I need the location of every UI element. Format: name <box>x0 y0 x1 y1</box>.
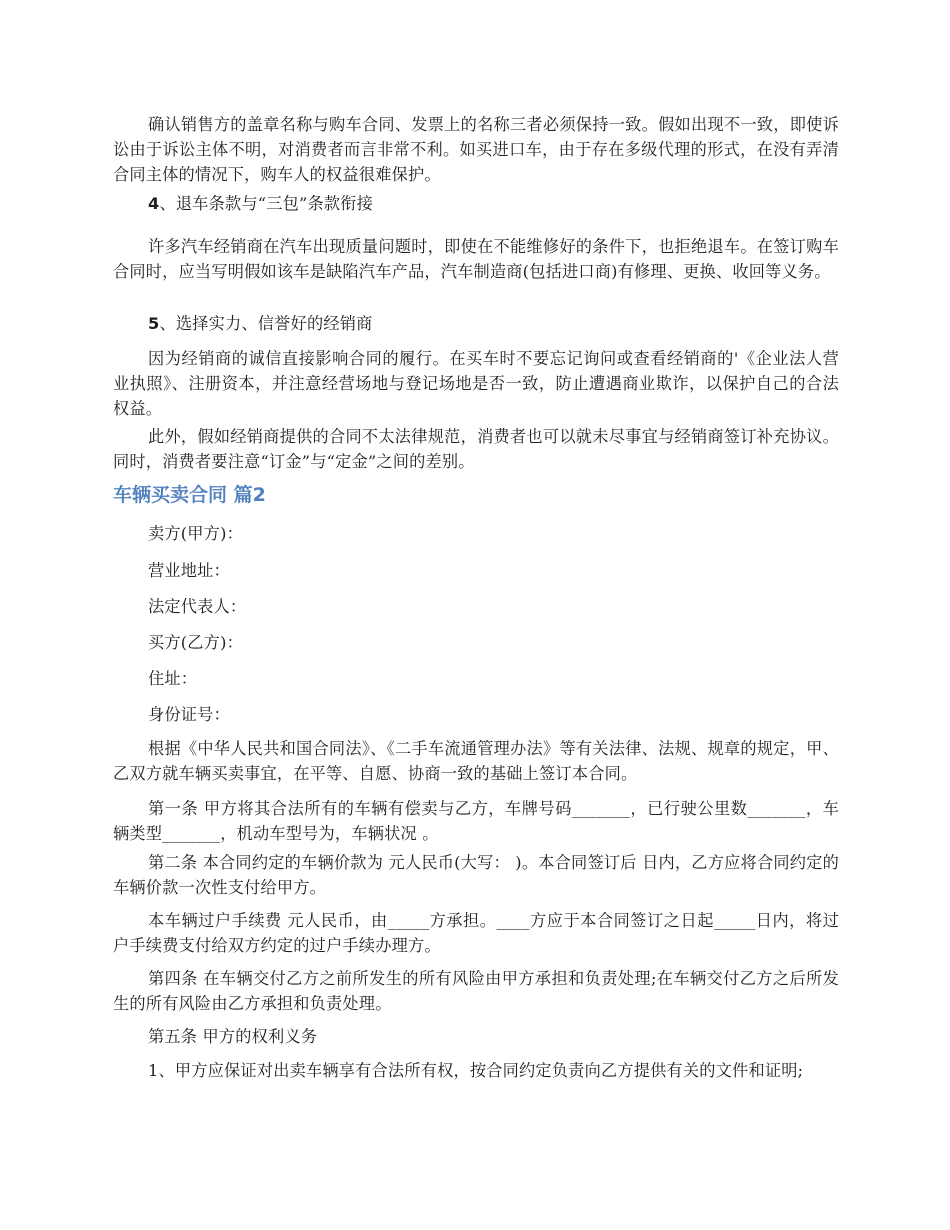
contract-preamble: 根据《中华人民共和国合同法》、《二手车流通管理办法》等有关法律、法规、规章的规定，甲、乙双方就车辆买卖事宜，在平等、自愿、协商一致的基础上签订本合同。 <box>113 739 839 783</box>
paragraph-seal-consistency: 确认销售方的盖章名称与购车合同、发票上的名称三者必须保持一致。假如出现不一致，即使诉讼由于诉讼主体不明，对消费者而言非常不利。如买进口车，由于存在多级代理的形式，在没有弄清合同主体的情况下，购车人的权益很难保护。 <box>113 115 839 184</box>
buyer-field: 买方(乙方)： <box>148 633 243 652</box>
article-5-item-1: 1、甲方应保证对出卖车辆享有合法所有权，按合同约定负责向乙方提供有关的文件和证明; <box>148 1061 804 1080</box>
article-5-title: 第五条 甲方的权利义务 <box>148 1027 318 1046</box>
paragraph-supplementary-agreement: 此外，假如经销商提供的合同不太法律规范，消费者也可以就未尽事宜与经销商签订补充协议。同时，消费者要注意“订金”与“定金”之间的差别。 <box>113 427 839 471</box>
article-1: 第一条 甲方将其合法所有的车辆有偿卖与乙方，车牌号码_______，已行驶公里数_______，车辆类型_______，机动车型号为，车辆状况 。 <box>113 799 839 843</box>
list-item-4-text: 、退车条款与“三包”条款衔接 <box>159 194 374 213</box>
transfer-fee-clause: 本车辆过户手续费 元人民币，由_____方承担。____方应于本合同签订之日起_____日内，将过户手续费支付给双方约定的过户手续办理方。 <box>113 911 839 955</box>
section-heading: 车辆买卖合同 篇2 <box>113 484 266 506</box>
business-address-field: 营业地址： <box>148 561 230 580</box>
list-item-5-text: 、选择实力、信誉好的经销商 <box>159 314 373 333</box>
paragraph-return-terms: 许多汽车经销商在汽车出现质量问题时，即使在不能维修好的条件下，也拒绝退车。在签订购车合同时，应当写明假如该车是缺陷汽车产品，汽车制造商(包括进口商)有修理、更换、收回等义务。 <box>113 237 839 281</box>
seller-field: 卖方(甲方)： <box>148 524 243 543</box>
article-2: 第二条 本合同约定的车辆价款为 元人民币(大写： )。本合同签订后 日内，乙方应将合同约定的车辆价款一次性支付给甲方。 <box>113 853 839 897</box>
list-item-4 <box>113 191 839 216</box>
id-number-field: 身份证号： <box>148 705 230 724</box>
paragraph-dealer-credibility: 因为经销商的诚信直接影响合同的履行。在买车时不要忘记询问或查看经销商的'《企业法人营业执照》、注册资本，并注意经营场地与登记场地是否一致，防止遭遇商业欺诈，以保护自己的合法权益。 <box>113 349 839 418</box>
list-item-4-number: 4 <box>148 194 160 213</box>
residence-field: 住址： <box>148 669 198 688</box>
legal-representative-field: 法定代表人： <box>148 597 247 616</box>
article-4: 第四条 在车辆交付乙方之前所发生的所有风险由甲方承担和负责处理;在车辆交付乙方之后所发生的所有风险由乙方承担和负责处理。 <box>113 969 839 1013</box>
list-item-5 <box>113 311 839 336</box>
list-item-5-number: 5 <box>148 314 160 333</box>
